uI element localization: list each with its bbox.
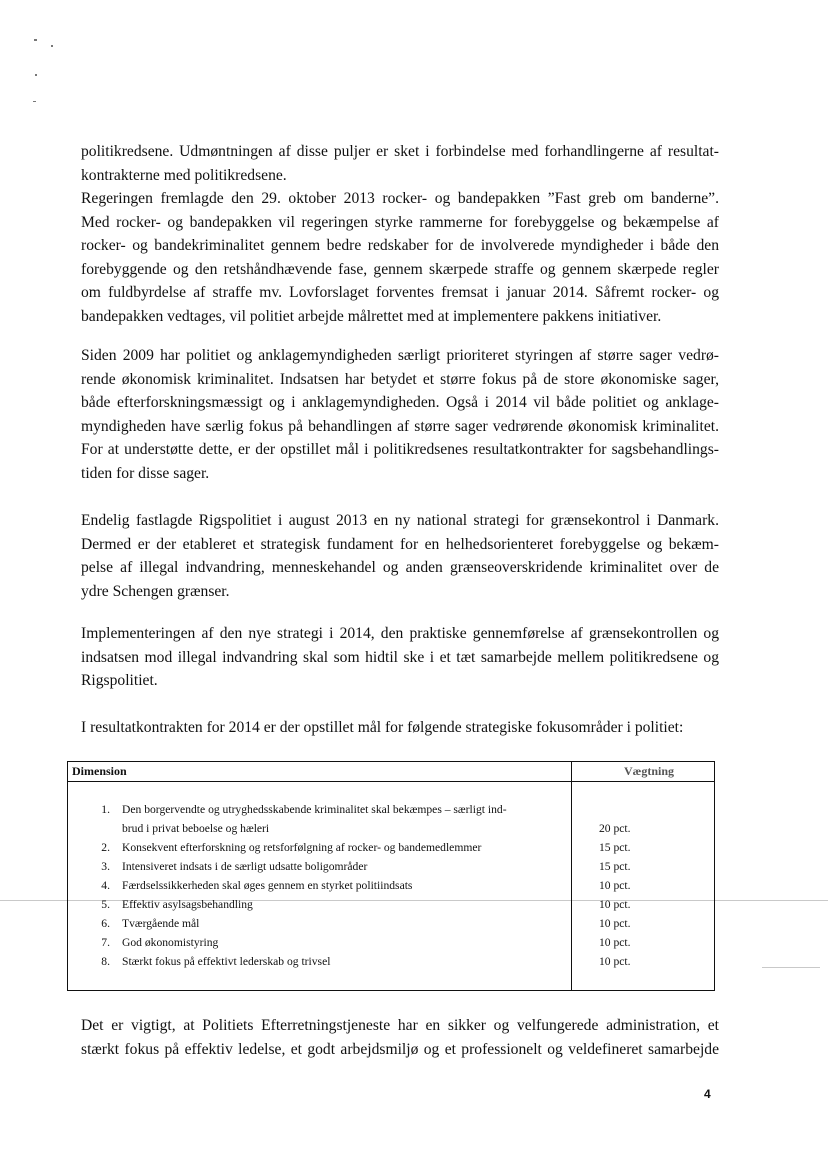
text-line: Endelig fastlagde Rigspolitiet i august 2013 en ny national strategi for grænsekontrol i Danmark. bbox=[81, 512, 719, 529]
row-dimension: Intensiveret indsats i de særligt udsatte boligområder bbox=[122, 860, 368, 873]
text-line: forebyggende og den retshåndhævende fase, gennem skærpede straffe og gennem skærpede regler bbox=[81, 260, 719, 278]
text-line: For at understøtte dette, er der opstillet mål i politikredsenes resultatkontrakter for sagsbehandlings- bbox=[81, 441, 719, 458]
text-line: myndigheden have særlig fokus på behandlingen af større sager vedrørende økonomisk kriminalitet. bbox=[81, 417, 719, 435]
text-line: pelse af illegal indvandring, menneskehandel og anden grænseoverskridende kriminalitet over de bbox=[81, 559, 719, 576]
focus-areas-table bbox=[67, 761, 715, 991]
row-number: 5. bbox=[101, 898, 110, 911]
row-number: 8. bbox=[101, 955, 110, 968]
text-line: Implementeringen af den nye strategi i 2014, den praktiske gennemførelse af grænsekontrollen og bbox=[81, 625, 719, 642]
row-weight: 20 pct. bbox=[599, 822, 631, 835]
row-number: 3. bbox=[101, 860, 110, 873]
paragraph-resultatkontrakt-intro bbox=[81, 716, 719, 740]
text-line: ydre Schengen grænser. bbox=[81, 582, 230, 600]
row-number: 6. bbox=[101, 917, 110, 930]
scan-speck bbox=[35, 74, 37, 76]
paragraph-pet-administration bbox=[81, 1014, 719, 1061]
row-dimension: Tværgående mål bbox=[122, 917, 200, 930]
row-number: 4. bbox=[101, 879, 110, 892]
row-dimension: Færdselssikkerheden skal øges gennem en styrket politiindsats bbox=[122, 879, 413, 892]
row-dimension-line: brud i privat beboelse og hæleri bbox=[122, 822, 270, 835]
row-dimension: Konsekvent efterforskning og retsforfølgning af rocker- og bandemedlemmer bbox=[122, 841, 482, 854]
scan-speck bbox=[34, 39, 37, 41]
row-weight: 15 pct. bbox=[599, 860, 631, 873]
row-weight: 10 pct. bbox=[599, 879, 631, 892]
row-weight: 10 pct. bbox=[599, 936, 631, 949]
row-dimension: Effektiv asylsagsbehandling bbox=[122, 898, 253, 911]
text-line: Med rocker- og bandepakken vil regeringen styrke rammerne for forebyggelse og bekæmpelse af bbox=[81, 213, 719, 231]
row-dimension: God økonomistyring bbox=[122, 936, 219, 949]
text-line: Siden 2009 har politiet og anklagemyndigheden særligt prioriteret styringen af større sager vedrø- bbox=[81, 347, 719, 364]
paragraph-rocker-bandepakke bbox=[81, 140, 719, 328]
text-line: Rigspolitiet. bbox=[81, 672, 158, 689]
column-divider bbox=[571, 762, 572, 990]
header-dimension: Dimension bbox=[72, 764, 127, 778]
scan-speck bbox=[33, 101, 36, 102]
text-line: indsatsen mod illegal indvandring skal som hidtil ske i et tæt samarbejde mellem politikredsene og bbox=[81, 648, 719, 666]
paragraph-graensekontrol bbox=[81, 509, 719, 603]
row-weight: 15 pct. bbox=[599, 841, 631, 854]
text-line: Det er vigtigt, at Politiets Efterretningstjeneste har en sikker og velfungerede administration, et bbox=[81, 1017, 719, 1034]
row-number: 7. bbox=[101, 936, 110, 949]
page-number: 4 bbox=[704, 1087, 711, 1101]
text-line: rocker- og bandekriminalitet gennem bedre redskaber for de involverede myndigheder i både den bbox=[81, 237, 719, 254]
table-header bbox=[68, 762, 714, 782]
row-dimension-line: Den borgervendte og utryghedsskabende kriminalitet skal bekæmpes – særligt ind- bbox=[122, 803, 507, 816]
row-number: 1. bbox=[101, 803, 110, 816]
paragraph-oekonomisk-kriminalitet bbox=[81, 344, 719, 485]
text-line: Regeringen fremlagde den 29. oktober 2013 rocker- og bandepakken ”Fast greb om banderne”. bbox=[81, 190, 719, 207]
text-line: både efterforskningsmæssigt og i anklagemyndigheden. Også i 2014 vil både politiet og anklage- bbox=[81, 394, 719, 411]
paragraph-implementering bbox=[81, 622, 719, 693]
text-line: I resultatkontrakten for 2014 er der opstillet mål for følgende strategiske fokusområder i politiet: bbox=[81, 719, 684, 736]
text-line: politikredsene. Udmøntningen af disse puljer er sket i forbindelse med forhandlingerne af resultat- bbox=[81, 143, 719, 160]
text-line: om fuldbyrdelse af straffe mv. Lovforslaget forventes fremsat i januar 2014. Såfremt rocker- og bbox=[81, 284, 719, 301]
text-line: stærkt fokus på effektiv ledelse, et godt arbejdsmiljø og et professionelt og veldefineret samarbejde bbox=[81, 1040, 719, 1058]
text-line: tiden for disse sager. bbox=[81, 464, 210, 482]
text-line: Dermed er der etableret et strategisk fundament for en helhedsorienteret forebyggelse og bekæm- bbox=[81, 535, 719, 553]
scan-artifact-line bbox=[762, 967, 820, 968]
row-weight: 10 pct. bbox=[599, 955, 631, 968]
row-number: 2. bbox=[101, 841, 110, 854]
text-line: bandepakken vedtages, vil politiet arbejde målrettet med at implementere pakkens initiativer. bbox=[81, 307, 662, 325]
row-dimension: Stærkt fokus på effektivt lederskab og trivsel bbox=[122, 955, 331, 968]
header-weight: Vægtning bbox=[623, 764, 674, 778]
text-line: kontrakterne med politikredsene. bbox=[81, 166, 287, 184]
row-weight: 10 pct. bbox=[599, 917, 631, 930]
row-dimension bbox=[122, 800, 562, 838]
text-line: rende økonomisk kriminalitet. Indsatsen har betydet et større fokus på de store økonomiske sager, bbox=[81, 370, 719, 388]
row-weight: 10 pct. bbox=[599, 898, 631, 911]
scan-speck bbox=[51, 45, 53, 47]
